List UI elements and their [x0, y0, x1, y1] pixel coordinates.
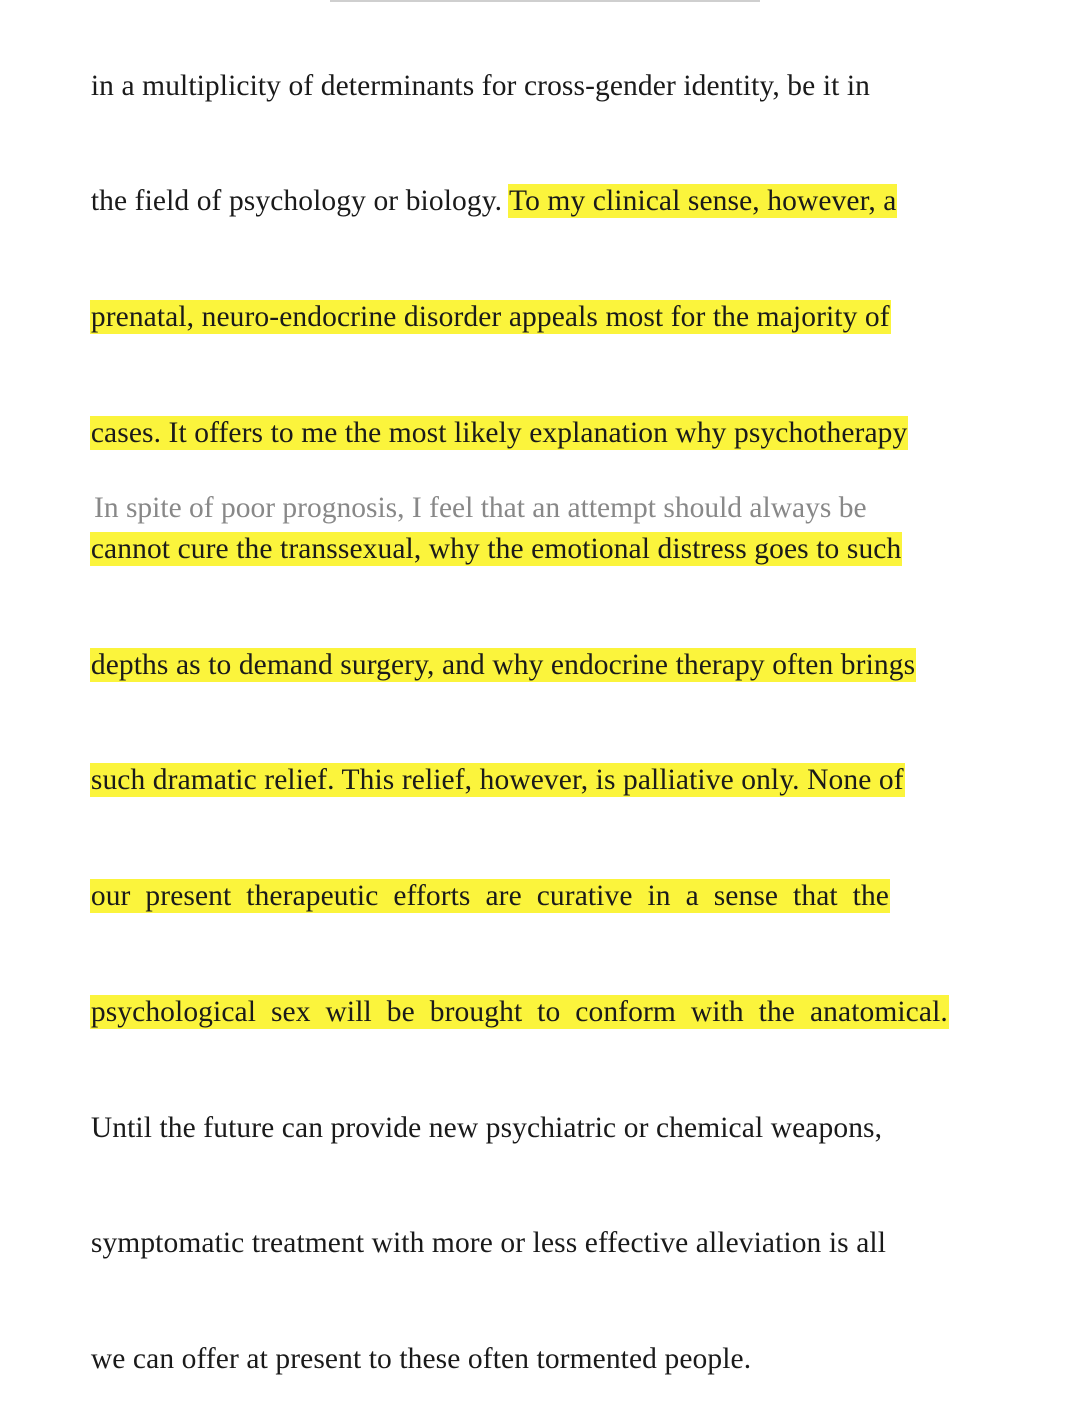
line-plain-text: in a multiplicity of determinants for cross-gender identity, be it in: [90, 69, 871, 102]
text-line: [46, 723, 1036, 839]
text-line: [46, 954, 1036, 1070]
line-plain-text: the field of psychology or biology.: [90, 185, 510, 218]
highlighted-text: cases. It offers to me the most likely explanation why psychotherapy: [90, 416, 908, 449]
highlighted-text: cannot cure the transsexual, why the emotional distress goes to such: [90, 532, 902, 565]
line-plain-text: Until the future can provide new psychiatric or chemical weapons,: [90, 1111, 883, 1144]
text-line: [46, 607, 1036, 723]
partial-next-line: [46, 492, 1036, 524]
text-line: [46, 838, 1036, 954]
text-line: [46, 1070, 1036, 1186]
text-line: [46, 28, 1036, 144]
highlighted-text: depths as to demand surgery, and why endocrine therapy often brings: [90, 648, 916, 681]
text-line: [46, 1302, 1036, 1417]
text-line: [46, 1186, 1036, 1302]
highlighted-text: To my clinical sense, however, a: [509, 185, 897, 218]
highlighted-text: psychological sex will be brought to conform with the anatomical.: [90, 995, 948, 1028]
highlighted-text: our present therapeutic efforts are curative in a sense that the: [90, 880, 889, 913]
partial-next-line-text: In spite of poor prognosis, I feel that an attempt should always be: [94, 492, 867, 524]
page-top-rule: [330, 0, 760, 2]
highlighted-text: prenatal, neuro-endocrine disorder appeals most for the majority of: [90, 301, 890, 334]
text-line: [46, 260, 1036, 376]
line-plain-text: we can offer at present to these often tormented people.: [90, 1343, 752, 1376]
text-line: [46, 375, 1036, 491]
line-plain-text: symptomatic treatment with more or less effective alleviation is all: [90, 1227, 887, 1260]
body-text-column: [46, 28, 1036, 1417]
text-line: [46, 144, 1036, 260]
highlighted-text: such dramatic relief. This relief, however, is palliative only. None of: [90, 764, 904, 797]
